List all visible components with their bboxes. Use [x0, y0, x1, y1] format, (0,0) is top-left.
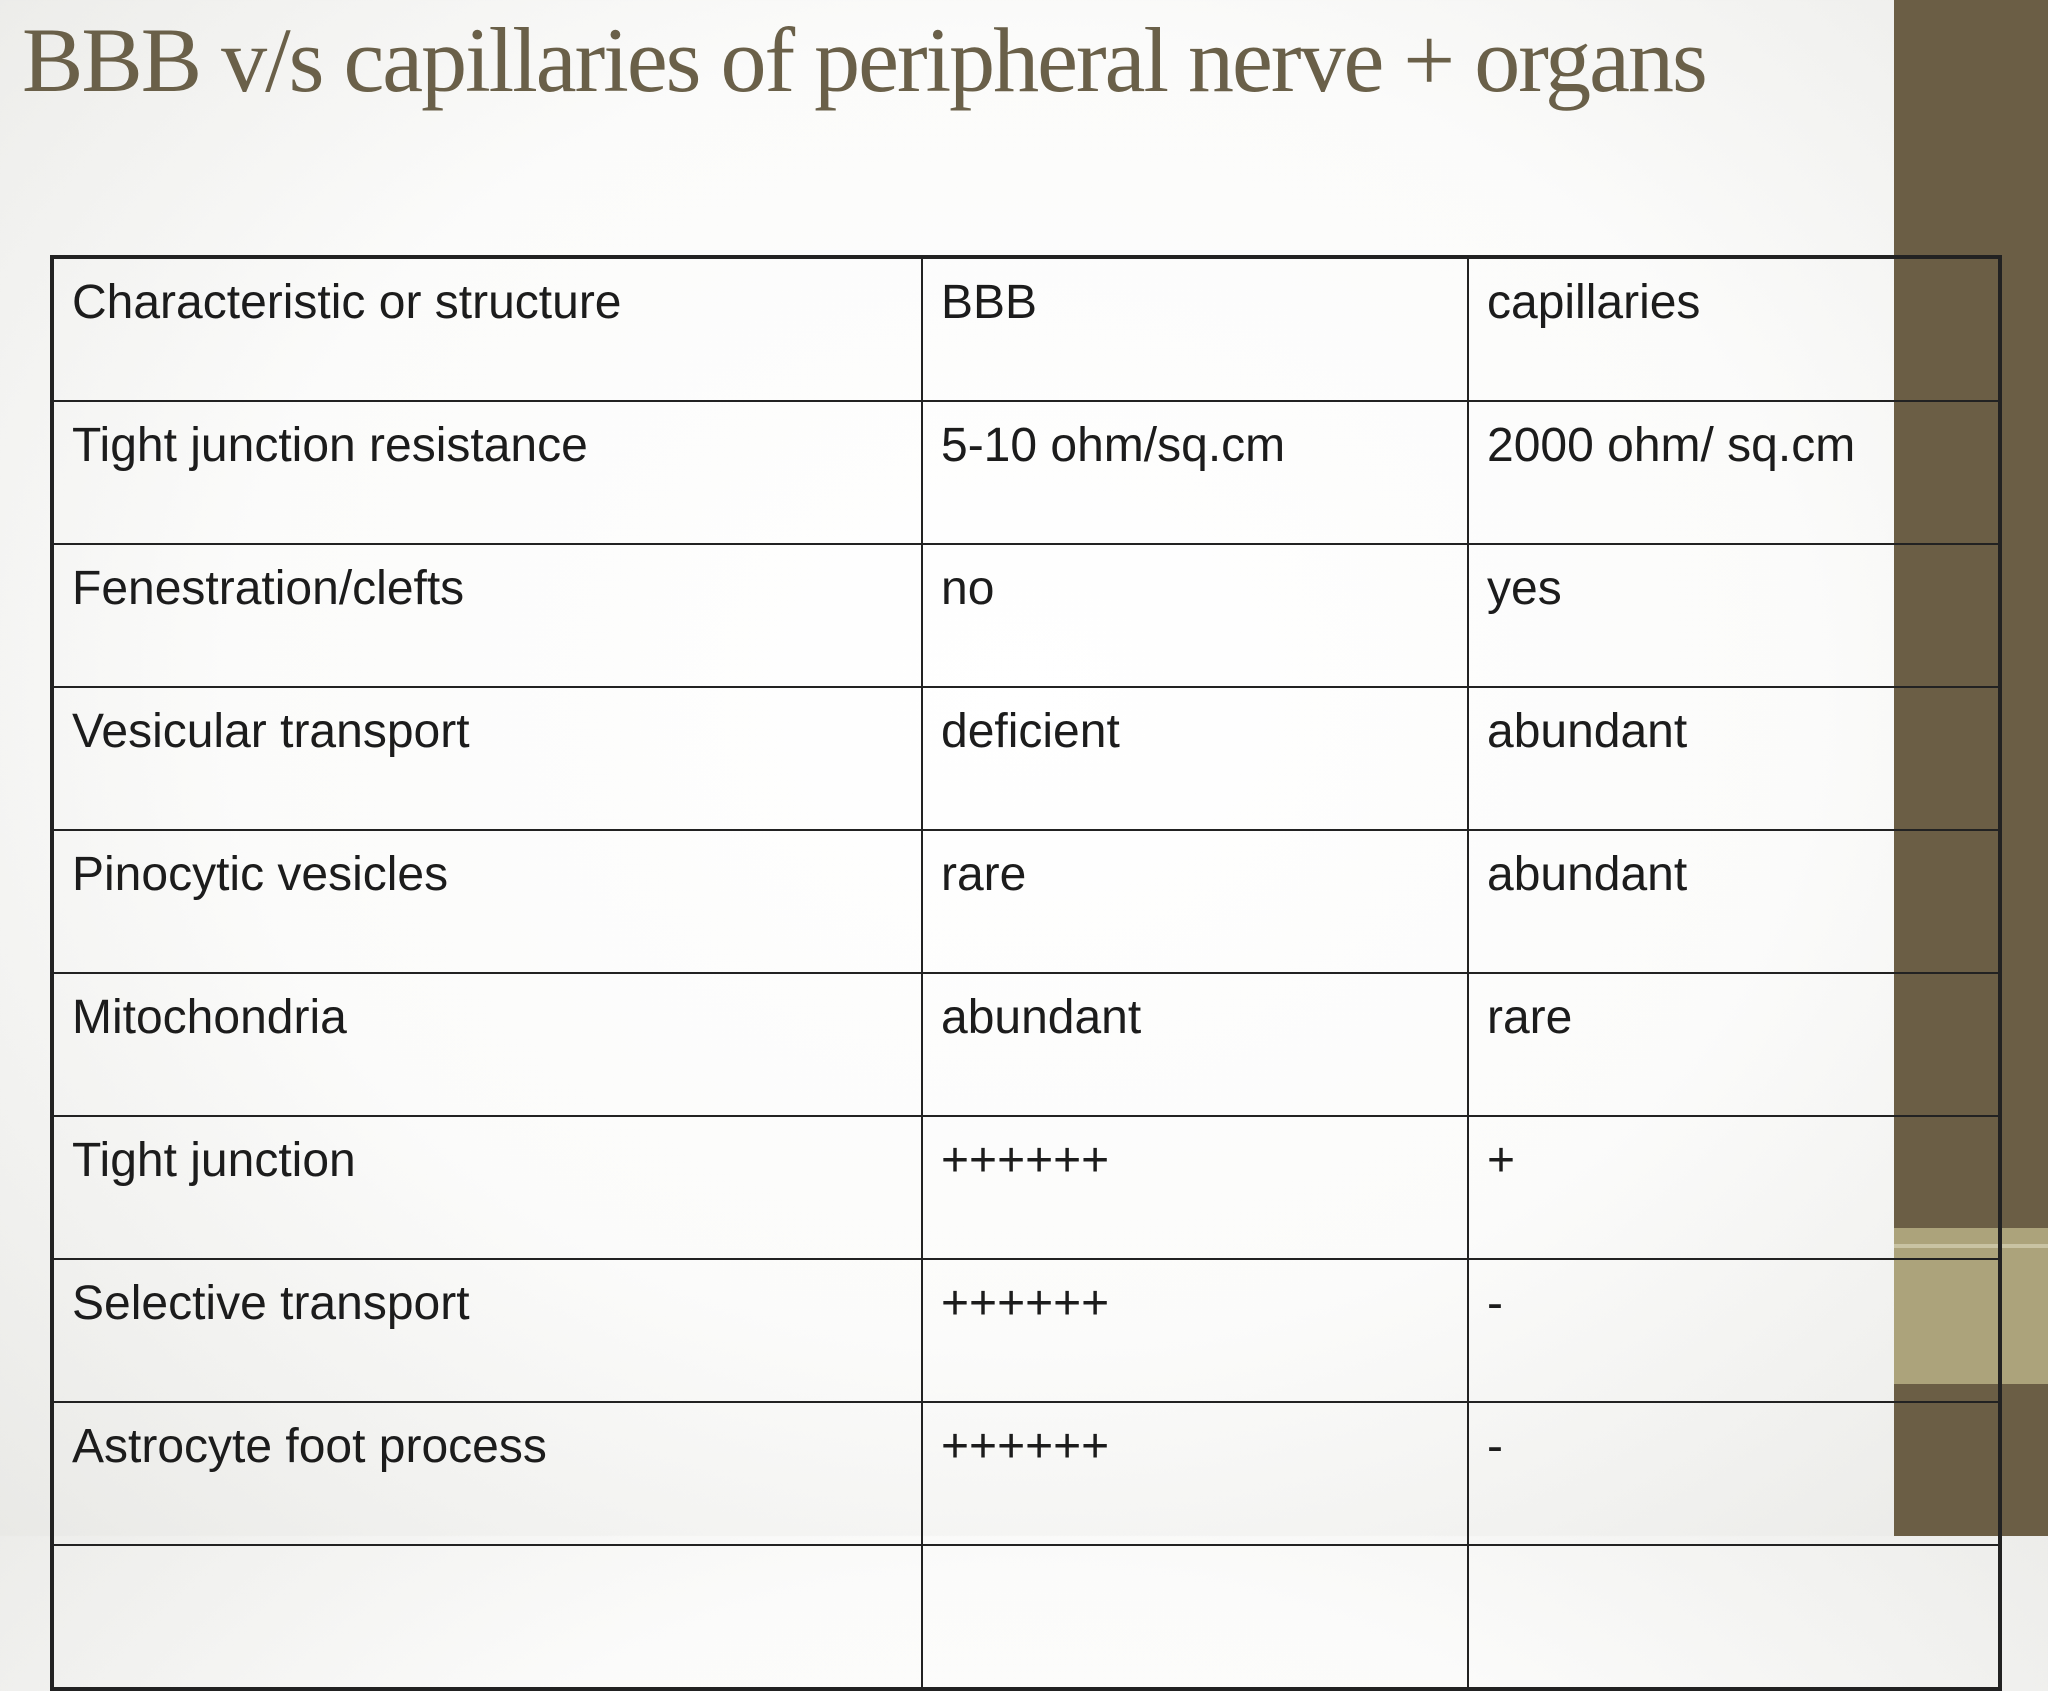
table-cell: abundant: [1468, 687, 2000, 830]
table-cell: [52, 1545, 922, 1689]
table-cell: [922, 1545, 1468, 1689]
table-row: [52, 401, 2000, 544]
table-cell: no: [922, 544, 1468, 687]
table-cell: [1468, 1545, 2000, 1689]
table-row: [52, 1402, 2000, 1545]
table-row: [52, 544, 2000, 687]
table-cell: Fenestration/clefts: [52, 544, 922, 687]
table-cell: Tight junction resistance: [52, 401, 922, 544]
header-cell-capillaries: capillaries: [1468, 257, 2000, 401]
table-cell: rare: [1468, 973, 2000, 1116]
table-cell: rare: [922, 830, 1468, 973]
table-cell: abundant: [922, 973, 1468, 1116]
table-cell: +: [1468, 1116, 2000, 1259]
table-cell: -: [1468, 1259, 2000, 1402]
table-row: [52, 830, 2000, 973]
table-row: [52, 973, 2000, 1116]
table-row-empty: [52, 1545, 2000, 1689]
table-cell: ++++++: [922, 1116, 1468, 1259]
header-cell-bbb: BBB: [922, 257, 1468, 401]
table-cell: 5-10 ohm/sq.cm: [922, 401, 1468, 544]
header-cell-characteristic: Characteristic or structure: [52, 257, 922, 401]
table-row: [52, 1116, 2000, 1259]
comparison-table: [50, 255, 2002, 1691]
table-cell: deficient: [922, 687, 1468, 830]
table-cell: abundant: [1468, 830, 2000, 973]
table-cell: -: [1468, 1402, 2000, 1545]
table-cell: Vesicular transport: [52, 687, 922, 830]
table-row: [52, 1259, 2000, 1402]
slide-title: BBB v/s capillaries of peripheral nerve + organs: [22, 9, 1706, 111]
table-row: [52, 687, 2000, 830]
table-cell: ++++++: [922, 1402, 1468, 1545]
table-cell: Astrocyte foot process: [52, 1402, 922, 1545]
table-cell: Tight junction: [52, 1116, 922, 1259]
table-header-row: [52, 257, 2000, 401]
table-cell: 2000 ohm/ sq.cm: [1468, 401, 2000, 544]
table-cell: Mitochondria: [52, 973, 922, 1116]
table-cell: yes: [1468, 544, 2000, 687]
table-cell: Selective transport: [52, 1259, 922, 1402]
table-cell: Pinocytic vesicles: [52, 830, 922, 973]
table-cell: ++++++: [922, 1259, 1468, 1402]
